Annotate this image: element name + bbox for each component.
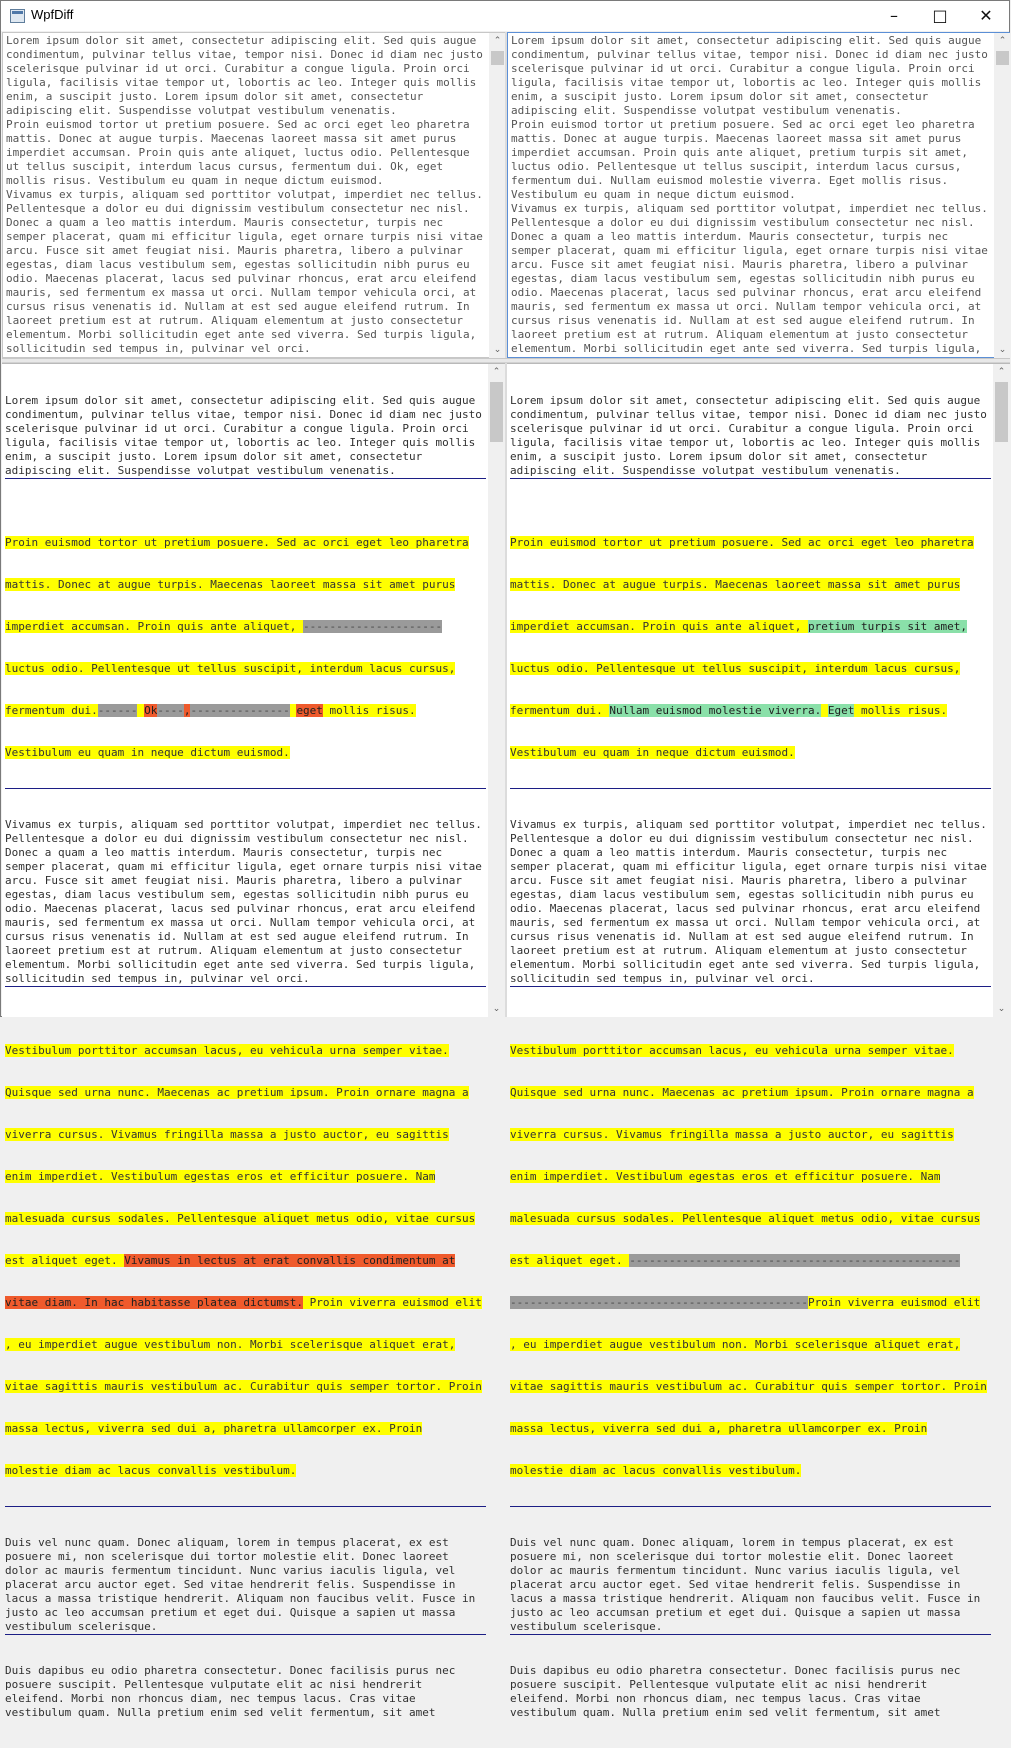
- text-line: mattis. Donec at augue turpis. Maecenas laoreet massa sit amet purus: [6, 132, 457, 145]
- diff-line: massa lectus, viverra sed dui a, pharetra ullamcorper ex. Proin: [5, 1422, 423, 1435]
- diff-chunk-changed: [5, 507, 486, 789]
- text-line: cursus risus venenatis id. Nullam at est sed augue eleifend rutrum. In: [5, 930, 469, 943]
- diff-placeholder: --------------------------------------------------: [629, 1254, 961, 1267]
- scroll-up-arrow-icon[interactable]: ⌃: [492, 367, 501, 377]
- diff-line: fermentum dui.: [5, 704, 98, 717]
- text-line: sollicitudin sed tempus in, pulvinar vel orci.: [510, 972, 815, 985]
- text-line: mauris, sed fermentum ex massa ut orci. Nullam tempor vehicula orci, at: [510, 916, 981, 929]
- diff-left-scrollbar[interactable]: [488, 364, 505, 1018]
- text-line: condimentum, pulvinar tellus vitae, tempor nisi. Donec id diam nec justo: [510, 408, 987, 421]
- text-line: luctus odio. Pellentesque ut tellus suscipit, interdum lacus cursus,: [511, 160, 962, 173]
- text-line: Duis dapibus eu odio pharetra consectetur. Donec facilisis purus nec: [5, 1664, 456, 1677]
- diff-line: malesuada cursus sodales. Pellentesque aliquet metus odio, vitae cursus: [510, 1212, 981, 1225]
- text-line: ut tellus suscipit, interdum lacus cursus, fermentum dui. Ok, eget: [6, 160, 444, 173]
- diff-placeholder: ----: [157, 704, 184, 717]
- maximize-icon: □: [932, 6, 948, 25]
- diff-line: viverra cursus. Vivamus fringilla massa a justo auctor, eu sagittis: [510, 1128, 954, 1141]
- deleted-text: Ok: [144, 704, 158, 717]
- diff-chunk-unchanged: [510, 1535, 991, 1635]
- diff-line: mollis risus.: [322, 704, 416, 717]
- modified-editor-scrollbar[interactable]: [994, 33, 1011, 359]
- diff-chunk-unchanged: [510, 817, 991, 987]
- scroll-thumb[interactable]: [490, 382, 503, 442]
- scroll-up-arrow-icon[interactable]: ⌃: [998, 36, 1007, 46]
- text-line: enim, a suscipit justo. Lorem ipsum dolor sit amet, consectetur: [510, 450, 928, 463]
- diff-right-text: [510, 365, 991, 1748]
- text-line: fermentum dui. Nullam euismod molestie viverra. Eget mollis risus.: [511, 174, 949, 187]
- text-line: vestibulum scelerisque.: [5, 1620, 158, 1633]
- text-line: Duis dapibus eu odio pharetra consectetur. Donec facilisis purus nec: [510, 1664, 961, 1677]
- diff-line: mattis. Donec at augue turpis. Maecenas laoreet massa sit amet purus: [5, 578, 456, 591]
- text-line: Vivamus ex turpis, aliquam sed porttitor volutpat, imperdiet nec tellus.: [510, 818, 987, 831]
- text-line: imperdiet accumsan. Proin quis ante aliquet, luctus odio. Pellentesque: [6, 146, 470, 159]
- minimize-icon: –: [890, 6, 898, 25]
- diff-left-pane[interactable]: [2, 363, 505, 1719]
- diff-line: imperdiet accumsan. Proin quis ante aliquet,: [5, 620, 304, 633]
- text-line: posuere mi, non scelerisque dui tortor molestie elit. Donec laoreet: [510, 1550, 954, 1563]
- diff-line: Proin viverra euismod elit: [808, 1296, 981, 1309]
- diff-line: mollis risus.: [854, 704, 948, 717]
- diff-space: [821, 704, 828, 717]
- text-line: justo ac leo accumsan pretium et eget dui. Quisque a sapien ut massa: [510, 1606, 961, 1619]
- text-line: cursus risus venenatis id. Nullam at est sed augue eleifend rutrum. In: [511, 314, 975, 327]
- text-line: mollis risus. Vestibulum eu quam in neque dictum euismod.: [6, 174, 384, 187]
- text-line: enim, a suscipit justo. Lorem ipsum dolor sit amet, consectetur: [5, 450, 423, 463]
- text-line: laoreet pretium est at rutrum. Aliquam elementum at justo consectetur: [510, 944, 967, 957]
- text-line: ligula, facilisis vitae tempor ut, lobortis ac leo. Integer quis mollis: [5, 436, 476, 449]
- text-line: laoreet pretium est at rutrum. Aliquam elementum at justo consectetur: [511, 328, 968, 341]
- title-bar[interactable]: [1, 1, 1009, 31]
- deleted-text: vitae diam. In hac habitasse platea dictumst.: [5, 1296, 304, 1309]
- text-line: justo ac leo accumsan pretium et eget dui. Quisque a sapien ut massa: [5, 1606, 456, 1619]
- text-line: ligula, facilisis vitae tempor ut, lobortis ac leo. Integer quis mollis: [510, 436, 981, 449]
- text-line: Vivamus ex turpis, aliquam sed porttitor volutpat, imperdiet nec tellus.: [5, 818, 482, 831]
- text-line: placerat arcu auctor eget. Sed vitae hendrerit felis. Suspendisse in: [5, 1578, 456, 1591]
- text-line: condimentum, pulvinar tellus vitae, tempor nisi. Donec id diam nec justo: [511, 48, 988, 61]
- added-text: pretium turpis sit amet,: [808, 620, 967, 633]
- text-line: ligula, facilisis vitae tempor ut, lobortis ac leo. Integer quis mollis: [511, 76, 982, 89]
- diff-line: Proin euismod tortor ut pretium posuere. Sed ac orci eget leo pharetra: [5, 536, 469, 549]
- original-editor-scrollbar[interactable]: [489, 33, 506, 359]
- text-line: Lorem ipsum dolor sit amet, consectetur adipiscing elit. Sed quis augue: [510, 394, 981, 407]
- diff-chunk-changed: [510, 1015, 991, 1507]
- added-text: euismod molestie viverra.: [655, 704, 822, 717]
- text-line: Proin euismod tortor ut pretium posuere. Sed ac orci eget leo pharetra: [511, 118, 975, 131]
- text-line: Vivamus ex turpis, aliquam sed porttitor volutpat, imperdiet nec tellus.: [511, 202, 988, 215]
- diff-line: malesuada cursus sodales. Pellentesque aliquet metus odio, vitae cursus: [5, 1212, 476, 1225]
- diff-chunk-unchanged: [5, 817, 486, 987]
- text-line: lacus a massa tristique hendrerit. Aliquam non faucibus velit. Fusce in: [5, 1592, 476, 1605]
- close-button[interactable]: [963, 1, 1009, 31]
- text-line: mauris, sed fermentum ex massa ut orci. Nullam tempor vehicula orci, at: [5, 916, 476, 929]
- text-line: Duis vel nunc quam. Donec aliquam, lorem in tempus placerat, ex est: [5, 1536, 449, 1549]
- added-text: Eget: [827, 704, 855, 717]
- text-line: egestas, diam lacus vestibulum sem, egestas sollicitudin nibh purus eu: [510, 888, 974, 901]
- diff-line: vitae sagittis mauris vestibulum ac. Curabitur quis semper tortor. Proin: [510, 1380, 987, 1393]
- text-line: sollicitudin sed tempus in, pulvinar vel orci.: [5, 972, 310, 985]
- scroll-thumb[interactable]: [491, 51, 504, 65]
- added-text: Nullam: [609, 704, 650, 717]
- text-line: Pellentesque a dolor eu dui dignissim vestibulum consectetur nec nisl.: [6, 202, 470, 215]
- text-line: laoreet pretium est at rutrum. Aliquam elementum at justo consectetur: [5, 944, 462, 957]
- diff-line: molestie diam ac lacus convallis vestibulum.: [5, 1464, 297, 1477]
- text-line: odio. Maecenas placerat, lacus sed pulvinar rhoncus, erat arcu eleifend: [5, 902, 476, 915]
- app-icon: [10, 9, 25, 23]
- text-line: scelerisque pulvinar id ut orci. Curabitur a congue ligula. Proin orci: [6, 62, 470, 75]
- text-line: Pellentesque a dolor eu dui dignissim vestibulum consectetur nec nisl.: [5, 832, 469, 845]
- text-line: Duis vel nunc quam. Donec aliquam, lorem in tempus placerat, ex est: [510, 1536, 954, 1549]
- scroll-thumb[interactable]: [996, 51, 1009, 65]
- text-line: semper placerat, quam mi efficitur ligula, eget ornare turpis nisi vitae: [511, 244, 988, 257]
- text-line: cursus risus venenatis id. Nullam at est sed augue eleifend rutrum. In: [510, 930, 974, 943]
- original-text-editor[interactable]: [2, 32, 505, 358]
- text-line: vestibulum quam. Nulla pretium enim sed velit fermentum, sit amet: [510, 1706, 941, 1719]
- text-line: scelerisque pulvinar id ut orci. Curabitur a congue ligula. Proin orci: [5, 422, 469, 435]
- diff-line: , eu imperdiet augue vestibulum non. Morbi scelerisque aliquet erat,: [510, 1338, 961, 1351]
- scroll-down-arrow-icon[interactable]: ⌄: [492, 1004, 501, 1014]
- diff-left-text: [5, 365, 486, 1748]
- text-line: adipiscing elit. Suspendisse volutpat vestibulum venenatis.: [6, 104, 397, 117]
- text-line: Pellentesque a dolor eu dui dignissim vestibulum consectetur nec nisl.: [511, 216, 975, 229]
- text-line: imperdiet accumsan. Proin quis ante aliquet, pretium turpis sit amet,: [511, 146, 968, 159]
- diff-line: luctus odio. Pellentesque ut tellus suscipit, interdum lacus cursus,: [510, 662, 961, 675]
- diff-line: est aliquet eget.: [5, 1254, 125, 1267]
- text-line: arcu. Fusce sit amet feugiat nisi. Mauris pharetra, libero a pulvinar: [6, 244, 463, 257]
- scroll-down-arrow-icon[interactable]: ⌄: [998, 345, 1007, 355]
- deleted-text: ,: [183, 704, 191, 717]
- text-line: semper placerat, quam mi efficitur ligula, eget ornare turpis nisi vitae: [6, 230, 483, 243]
- text-line: odio. Maecenas placerat, lacus sed pulvinar rhoncus, erat arcu eleifend: [6, 272, 477, 285]
- diff-line: Proin viverra euismod elit: [303, 1296, 482, 1309]
- diff-line: mattis. Donec at augue turpis. Maecenas laoreet massa sit amet purus: [510, 578, 961, 591]
- diff-line: Quisque sed urna nunc. Maecenas ac pretium ipsum. Proin ornare magna a: [5, 1086, 469, 1099]
- diff-line: Vestibulum porttitor accumsan lacus, eu vehicula urna semper vitae.: [5, 1044, 449, 1057]
- diff-line: Proin euismod tortor ut pretium posuere. Sed ac orci eget leo pharetra: [510, 536, 974, 549]
- scroll-thumb[interactable]: [995, 382, 1008, 442]
- diff-chunk-unchanged: [5, 393, 486, 479]
- text-line: Pellentesque a dolor eu dui dignissim vestibulum consectetur nec nisl.: [510, 832, 974, 845]
- diff-line: enim imperdiet. Vestibulum egestas eros et efficitur posuere. Nam: [510, 1170, 941, 1183]
- text-line: posuere suscipit. Pellentesque vulputate elit ac nisi hendrerit: [5, 1678, 423, 1691]
- scroll-up-arrow-icon[interactable]: ⌃: [493, 36, 502, 46]
- text-line: Lorem ipsum dolor sit amet, consectetur adipiscing elit. Sed quis augue: [5, 394, 476, 407]
- text-line: elementum. Morbi sollicitudin eget ante sed viverra. Sed turpis ligula,: [511, 342, 982, 355]
- text-line: mauris, sed fermentum ex massa ut orci. Nullam tempor vehicula orci, at: [511, 300, 982, 313]
- diff-line: molestie diam ac lacus convallis vestibulum.: [510, 1464, 802, 1477]
- window-title: WpfDiff: [31, 7, 74, 22]
- text-line: egestas, diam lacus vestibulum sem, egestas sollicitudin nibh purus eu: [511, 272, 975, 285]
- text-line: elementum. Morbi sollicitudin eget ante sed viverra. Sed turpis ligula,: [6, 328, 477, 341]
- text-line: Vestibulum eu quam in neque dictum euismod.: [511, 188, 796, 201]
- diff-chunk-changed: [510, 507, 991, 789]
- text-line: enim, a suscipit justo. Lorem ipsum dolor sit amet, consectetur: [511, 90, 929, 103]
- text-line: scelerisque pulvinar id ut orci. Curabitur a congue ligula. Proin orci: [511, 62, 975, 75]
- deleted-text: eget: [296, 704, 323, 717]
- text-line: mattis. Donec at augue turpis. Maecenas laoreet massa sit amet purus: [511, 132, 962, 145]
- text-line: elementum. Morbi sollicitudin eget ante sed viverra. Sed turpis ligula,: [5, 958, 476, 971]
- text-line: posuere mi, non scelerisque dui tortor molestie elit. Donec laoreet: [5, 1550, 449, 1563]
- diff-line: Vestibulum eu quam in neque dictum euismod.: [510, 746, 795, 759]
- diff-chunk-changed: [5, 1015, 486, 1507]
- text-line: adipiscing elit. Suspendisse volutpat vestibulum venenatis.: [511, 104, 902, 117]
- minimize-button[interactable]: [871, 1, 917, 31]
- diff-chunk-unchanged: [5, 1535, 486, 1635]
- text-line: cursus risus venenatis id. Nullam at est sed augue eleifend rutrum. In: [6, 300, 470, 313]
- text-line: Lorem ipsum dolor sit amet, consectetur adipiscing elit. Sed quis augue: [6, 34, 477, 47]
- text-line: elementum. Morbi sollicitudin eget ante sed viverra. Sed turpis ligula,: [510, 958, 981, 971]
- text-line: dolor ac mauris fermentum tincidunt. Nunc varius iaculis ligula, vel: [510, 1564, 961, 1577]
- text-line: enim, a suscipit justo. Lorem ipsum dolor sit amet, consectetur: [6, 90, 424, 103]
- modified-text[interactable]: [511, 34, 992, 370]
- diff-placeholder: ---------------------------------------------: [510, 1296, 809, 1309]
- text-line: condimentum, pulvinar tellus vitae, tempor nisi. Donec id diam nec justo: [5, 408, 482, 421]
- diff-line: luctus odio. Pellentesque ut tellus suscipit, interdum lacus cursus,: [5, 662, 456, 675]
- modified-text-editor[interactable]: [507, 32, 1010, 358]
- close-icon: ✕: [979, 6, 993, 25]
- text-line: Vivamus ex turpis, aliquam sed porttitor volutpat, imperdiet nec tellus.: [6, 188, 483, 201]
- diff-placeholder: ---------------: [190, 704, 290, 717]
- text-line: laoreet pretium est at rutrum. Aliquam elementum at justo consectetur: [6, 314, 463, 327]
- text-line: lacus a massa tristique hendrerit. Aliquam non faucibus velit. Fusce in: [510, 1592, 981, 1605]
- diff-line: enim imperdiet. Vestibulum egestas eros et efficitur posuere. Nam: [5, 1170, 436, 1183]
- text-line: egestas, diam lacus vestibulum sem, egestas sollicitudin nibh purus eu: [5, 888, 469, 901]
- scroll-down-arrow-icon[interactable]: ⌄: [997, 1004, 1006, 1014]
- diff-right-pane[interactable]: [507, 363, 1010, 1719]
- diff-line: Vestibulum porttitor accumsan lacus, eu vehicula urna semper vitae.: [510, 1044, 954, 1057]
- text-line: Lorem ipsum dolor sit amet, consectetur adipiscing elit. Sed quis augue: [511, 34, 982, 47]
- diff-line: massa lectus, viverra sed dui a, pharetra ullamcorper ex. Proin: [510, 1422, 928, 1435]
- diff-chunk-unchanged: [5, 1663, 486, 1720]
- text-line: ligula, facilisis vitae tempor ut, lobortis ac leo. Integer quis mollis: [6, 76, 477, 89]
- text-line: adipiscing elit. Suspendisse volutpat vestibulum venenatis.: [5, 464, 396, 477]
- diff-line: Vestibulum eu quam in neque dictum euismod.: [5, 746, 290, 759]
- text-line: Donec a quam a leo mattis interdum. Mauris consectetur, turpis nec: [510, 846, 948, 859]
- diff-line: , eu imperdiet augue vestibulum non. Morbi scelerisque aliquet erat,: [5, 1338, 456, 1351]
- text-line: eleifend. Morbi non rhoncus diam, nec tempus lacus. Cras vitae: [510, 1692, 921, 1705]
- original-text[interactable]: [6, 34, 487, 356]
- text-line: vestibulum quam. Nulla pretium enim sed velit fermentum, sit amet: [5, 1706, 436, 1719]
- text-line: arcu. Fusce sit amet feugiat nisi. Mauris pharetra, libero a pulvinar: [5, 874, 462, 887]
- diff-line: vitae sagittis mauris vestibulum ac. Curabitur quis semper tortor. Proin: [5, 1380, 482, 1393]
- text-line: arcu. Fusce sit amet feugiat nisi. Mauris pharetra, libero a pulvinar: [510, 874, 967, 887]
- diff-placeholder: ---------------------: [303, 620, 443, 633]
- diff-line: Quisque sed urna nunc. Maecenas ac pretium ipsum. Proin ornare magna a: [510, 1086, 974, 1099]
- diff-right-scrollbar[interactable]: [993, 364, 1010, 1018]
- text-line: scelerisque pulvinar id ut orci. Curabitur a congue ligula. Proin orci: [510, 422, 974, 435]
- diff-line: est aliquet eget.: [510, 1254, 630, 1267]
- maximize-button[interactable]: [917, 1, 963, 31]
- diff-line: fermentum dui.: [510, 704, 610, 717]
- diff-line: imperdiet accumsan. Proin quis ante aliquet,: [510, 620, 809, 633]
- scroll-down-arrow-icon[interactable]: ⌄: [493, 345, 502, 355]
- scroll-up-arrow-icon[interactable]: ⌃: [997, 367, 1006, 377]
- diff-chunk-unchanged: [510, 1663, 991, 1720]
- text-line: eleifend. Morbi non rhoncus diam, nec tempus lacus. Cras vitae: [5, 1692, 416, 1705]
- text-line: sollicitudin sed tempus in, pulvinar vel orci.: [6, 342, 311, 355]
- text-line: posuere suscipit. Pellentesque vulputate elit ac nisi hendrerit: [510, 1678, 928, 1691]
- text-line: adipiscing elit. Suspendisse volutpat vestibulum venenatis.: [510, 464, 901, 477]
- text-line: dolor ac mauris fermentum tincidunt. Nunc varius iaculis ligula, vel: [5, 1564, 456, 1577]
- text-line: odio. Maecenas placerat, lacus sed pulvinar rhoncus, erat arcu eleifend: [510, 902, 981, 915]
- text-line: egestas, diam lacus vestibulum sem, egestas sollicitudin nibh purus eu: [6, 258, 470, 271]
- text-line: Donec a quam a leo mattis interdum. Mauris consectetur, turpis nec: [511, 230, 949, 243]
- diff-space: [649, 704, 656, 717]
- text-line: semper placerat, quam mi efficitur ligula, eget ornare turpis nisi vitae: [510, 860, 987, 873]
- text-line: odio. Maecenas placerat, lacus sed pulvinar rhoncus, erat arcu eleifend: [511, 286, 982, 299]
- text-line: condimentum, pulvinar tellus vitae, tempor nisi. Donec id diam nec justo: [6, 48, 483, 61]
- diff-chunk-unchanged: [510, 393, 991, 479]
- text-line: vestibulum scelerisque.: [510, 1620, 663, 1633]
- diff-placeholder: ------: [97, 704, 138, 717]
- text-line: mauris, sed fermentum ex massa ut orci. Nullam tempor vehicula orci, at: [6, 286, 477, 299]
- text-line: arcu. Fusce sit amet feugiat nisi. Mauris pharetra, libero a pulvinar: [511, 258, 968, 271]
- text-line: semper placerat, quam mi efficitur ligula, eget ornare turpis nisi vitae: [5, 860, 482, 873]
- deleted-text: Vivamus in lectus at erat convallis condimentum at: [124, 1254, 456, 1267]
- text-line: Proin euismod tortor ut pretium posuere. Sed ac orci eget leo pharetra: [6, 118, 470, 131]
- text-line: Donec a quam a leo mattis interdum. Mauris consectetur, turpis nec: [5, 846, 443, 859]
- text-line: Donec a quam a leo mattis interdum. Mauris consectetur, turpis nec: [6, 216, 444, 229]
- text-line: placerat arcu auctor eget. Sed vitae hendrerit felis. Suspendisse in: [510, 1578, 961, 1591]
- diff-line: viverra cursus. Vivamus fringilla massa a justo auctor, eu sagittis: [5, 1128, 449, 1141]
